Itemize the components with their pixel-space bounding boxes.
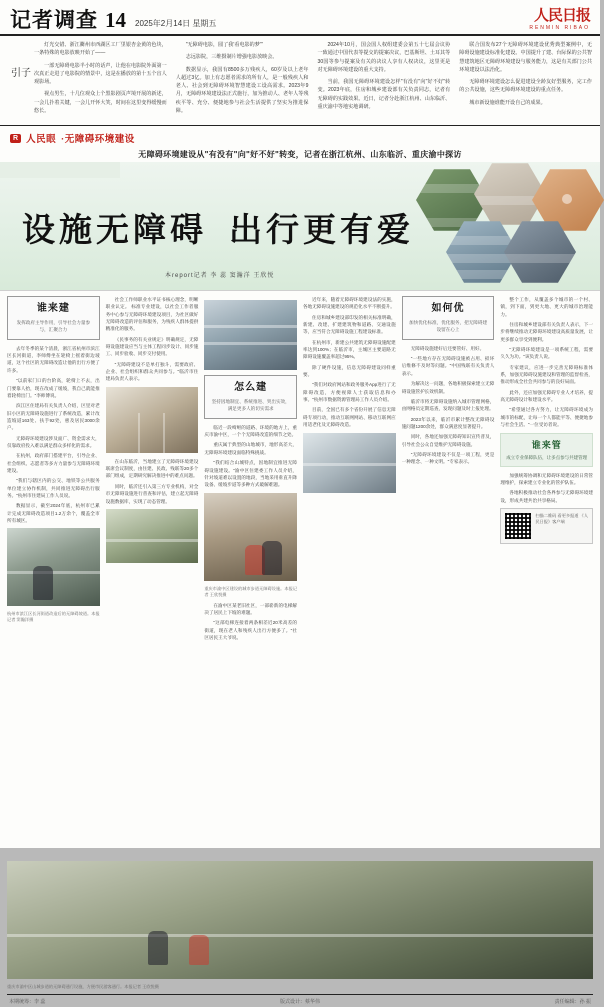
article-column-2 [106, 296, 199, 857]
headline-line-2: 出行更有爱 [229, 213, 414, 249]
intro-paragraph: 联合国发布27个无障碍环境建设优秀典型案例中，无障碍设施建设标准化建设。中国提升了建、台际保的公共智慧建筑地区无障碍环境建设与服务能力，这是有关部门公共环境建设以法治化。 [459, 42, 592, 73]
intro-paragraph: 一部无障碍电影半小时的话声，让他在电影院外面第一次真正走进了电影院的情景中，这是在播放的第十五个盲人观影场。 [34, 62, 167, 85]
hero-photo-collage [416, 166, 596, 286]
subsection-title: 如何优 [431, 303, 465, 314]
article-column-4 [303, 296, 396, 857]
paragraph: 加强统筹协调和无障碍环境建设的日常管理维护，探索建立专业化的管护队伍。 [500, 472, 594, 485]
intro-columns [34, 41, 592, 119]
paragraph: 目前，全国已有多个省份开展了信息无障碍专项行动，推动互联网网站、移动互联网应用适老化及无障碍改造。 [303, 407, 396, 428]
intro-paragraph: 数据显示，我国有8500多万残疾人，60岁及以上老年人超过3亿。加上有志愿者需求的所有人，是一般残疾人和老人、社会到无障碍环境智慧建设工设高需求。2023年9月，无障碍环境建设法正式施行，加为推动人、老年人等残疾平等、充分、便捷地参与社会生活提供了坚实为推进保障。 [175, 66, 309, 114]
subsection-subtitle: 成立专业保障队伍，让多点参与共建管理 [506, 454, 588, 460]
paragraph: 专家建议，应进一步完善无障碍标准体系，加强无障碍设施建设和管理的监督检查，推动形成全社会共同参与的良好局面。 [500, 364, 594, 385]
intro-paragraph: 当前，我国无障碍环境建设怎样"有没有"向"好不好"转变。2023年底，住房和城乡建设部有关负责同志，记者有无障碍的实践效果。近日，记者分赴浙江杭州、山东临沂、重庆渝中等地实地调研。 [317, 79, 451, 110]
article-column-1 [7, 296, 100, 857]
intro-column-1 [34, 41, 167, 119]
subsection-how-to-build [204, 375, 297, 419]
article-photo-ramp [7, 528, 100, 606]
paragraph: 在山东临沂，当地建立了无障碍环境建设联席会议制度，由住建、民政、残联等20多个部门组成，定期研究解决推进中的难点问题。 [105, 458, 199, 479]
masthead-title: 记者调查 [10, 8, 98, 32]
subsection-title: 怎么建 [234, 382, 268, 393]
article-photo-worker [204, 493, 297, 581]
intro-paragraph: 灯光交错、浙江衢州市西湖区工厂里银杏金黄的色块，一条特殊的电影放映开始了—— [34, 42, 167, 57]
subsection-subtitle: 坚持因地制宜、系统推进、突出实效，满足更多人的切实需求 [211, 399, 290, 411]
paragraph: "一些地方存在无障碍设施被占用、损坏后维修不及时等问题。"中国残联有关负责人表示。 [401, 356, 495, 376]
paragraph: 无障碍环境建设涉及面广、资金需求大，仅靠政府投入难以满足群众多样化的需求。 [7, 435, 100, 448]
paragraph: 各地积极推动社会各界参与无障碍环境建设，形成共建共治共享格局。 [500, 490, 594, 503]
section-brand: 人民眼 [26, 134, 57, 145]
subsection-title: 谁来管 [531, 439, 562, 450]
paragraph: 为解决这一问题，各地积极探索建立无障碍设施管护长效机制。 [401, 381, 495, 394]
newspaper-logo-subtext: RENMIN RIBAO [529, 25, 590, 31]
hero-decoration [0, 162, 120, 178]
section-badge: R [10, 134, 21, 143]
article-column-3 [204, 296, 297, 857]
page-footer [7, 994, 593, 1007]
paragraph: 数据显示，截至2024年底，杭州市已累计完成无障碍改造项目1.2万余个，覆盖全市所有城区。 [7, 503, 100, 523]
paragraph: "以前家门口的台阶高，轮椅上不去，出门要靠人抬，现在改成了缓坡，我自己就能推着轮椅出门。"李师傅说。 [7, 378, 100, 398]
photo-caption: 杭州市滨江区长河街道改造后的无障碍坡道。本报记者 窦瀚洋摄 [7, 611, 100, 623]
paragraph: 滨江区住建局有关负责人介绍，区里对老旧小区的无障碍设施进行了系统改造，累计改造坡道163处、扶手92处，惠及居民3000余户。 [7, 403, 100, 431]
newspaper-logo-text: 人民日报 [533, 8, 590, 24]
article-photo-interior [106, 387, 199, 453]
qr-code-block[interactable] [500, 508, 593, 544]
paragraph: "这部电梯连接着两条相差近20米高差的街道，现在老人和残疾人出行方便多了。"社区居民王大爷说。 [204, 620, 298, 641]
photo-caption: 重庆市渝中区山城步道的无障碍通行设施，方便市民游客通行。本报记者 王欣悦摄 [7, 984, 159, 989]
intro-label: 引子 [11, 68, 31, 79]
intro-column-3 [318, 41, 451, 119]
intro-paragraph: 志远影院，三维摄制片增强电影放映会。 [185, 54, 278, 61]
headline-line-1: 设施无障碍 [22, 213, 207, 249]
article-body [0, 291, 600, 857]
masthead [0, 0, 600, 36]
paragraph: "无障碍建设不是单打独斗，需要政府、企业、社会组织和群众共同参与。"临沂市住建局负责人表示。 [105, 361, 199, 382]
section-label [0, 126, 600, 147]
article-photo-crossing [303, 433, 396, 493]
section-topic: ·无障碍环境建设 [61, 134, 135, 145]
paragraph: 此外，还应加强无障碍专业人才培养，提高无障碍设计和建设水平。 [500, 389, 594, 403]
subsection-subtitle: 发挥政府主导作用，引导社会力量参与，汇聚合力 [16, 320, 91, 332]
paragraph: 整个工作，从覆盖多个城市的一个村、镇，到下面，到更大地、更大的城市治理能力。 [500, 297, 594, 317]
paragraph: "我们结合山城特点，因地制宜推进无障碍设施建设。"渝中区住建委工作人员介绍，针对坡道难以设置的地段，当地采用垂直升降设备、缓坡步道等多种方式破解难题。 [204, 460, 298, 488]
paragraph: 临沂市将无障碍设施纳入城市管理网格，由网格员定期巡查，发现问题及时上报处理。 [401, 398, 495, 412]
qr-code-icon [505, 513, 531, 539]
paragraph: "希望通过各方努力，让无障碍环境成为城市的标配，让每一个人都能平等、便捷地参与社会生活。"一位受访者说。 [500, 407, 594, 428]
intro-column-4 [459, 41, 592, 119]
paragraph: 2023年以来，临沂市累计整改无障碍设施问题1200余处，群众满意度显著提升。 [401, 416, 495, 429]
paragraph: "我们对政府网站和政务服务App进行了无障碍改造，方便视障人士获取信息和办事。"杭州市数据资源管理局工作人员介绍。 [303, 382, 396, 403]
footer-center: 版式设计：蔡华伟 [279, 999, 320, 1006]
masthead-date: 2025年2月14日 星期五 [135, 19, 217, 28]
intro-paragraph: 城市新设施谁能开设自己的成果。 [469, 99, 546, 106]
paragraph: 除了硬件设施，信息无障碍建设同样重要。 [303, 364, 396, 378]
subsection-title: 谁来建 [36, 303, 70, 314]
footer-right: 责任编辑：孙 振 [554, 999, 591, 1006]
photo-caption: 重庆市渝中区建设的城市步道无障碍设施。本报记者 王欣悦摄 [204, 585, 298, 597]
paragraph: 住房和城乡建设部有关负责人表示，下一步将继续推动无障碍环境建设高质量发展，让更多群众享受到便利。 [500, 322, 594, 342]
bottom-photo-wrap [0, 861, 600, 990]
paragraph: "无障碍环境建设不仅是一项工程，更是一种理念、一种文明。"专家表示。 [401, 451, 495, 465]
intro-band [0, 36, 600, 126]
newspaper-logo [529, 4, 590, 31]
intro-paragraph: "无障碍电影，圆了我'看电影的梦'" [185, 42, 263, 48]
intro-paragraph: 视点男生，十几位观众上个黑影剧页声境开展的新述，一会儿扑着关键，一会儿开怀大笑，时间在这里变得缓慢而悠长。 [34, 91, 167, 114]
article-column-5 [402, 296, 495, 857]
intro-paragraph: 2024年10月，国会国人权组建委会第五十七届会议协一致通过中国代表等提交的提案决议，巴基斯坦、土耳其等30国等参与提案及有关的决议人享有人权决议，这里更是对无障碍环境建设的重大支持。 [317, 42, 451, 73]
masthead-page-number: 14 [105, 8, 126, 32]
paragraph: 在杭州，政府部门搭建平台，引导企业、社会组织、志愿者等多方力量参与无障碍环境建设。 [7, 453, 100, 473]
paragraph: 临近一段崎岖的道路、环境的地方上，重庆市渝中区，一个个无障碍改造的细节之处。 [204, 424, 298, 438]
qr-code-caption: 扫描二维码 看更多报道 《人民日报》客户端 [535, 513, 589, 525]
article-photo-sidewalk [106, 509, 199, 563]
intro-paragraph: 无障碍环境建设怎么促进建设全龄友好型服务，完工作的公共设施，这些无障碍环境建设的重点任务。 [459, 79, 592, 94]
subsection-how-to-improve [402, 296, 495, 340]
bottom-photo-city-trail [7, 861, 593, 979]
subsection-who-builds [7, 296, 100, 340]
paragraph: 重庆属于典型的山地城市，地形高差大，无障碍环境建设面临特殊挑战。 [204, 442, 298, 455]
paragraph: 同时，临沂还引入第三方专业机构，对全市无障碍设施进行普查和评估，建立起无障碍设施数据库，实现了动态管理。 [105, 483, 199, 504]
paragraph: 近年来，随着无障碍环境建设法的实施，各地无障碍设施建设的规范化水平不断提升。 [303, 297, 396, 310]
article-photo-steps [204, 300, 297, 370]
subsection-who-manages [500, 433, 593, 467]
paragraph: 去年冬季的某个清晨，浙江省杭州市滨江区长河街道，李师傅坐在轮椅上摇着街边坡道，这个社区的无障碍改造让他的出行方便了许多。 [7, 345, 100, 373]
article-column-6 [500, 296, 593, 857]
subheadline: 无障碍环境建设从"有没有"向"好不好"转变，记者在浙江杭州、山东临沂、重庆渝中探访 [138, 150, 462, 159]
paragraph: 住房和城乡建设部印发的相关标准明确，新建、改建、扩建建筑物和道路、交通设施等，应当符合无障碍设施工程建设标准。 [303, 314, 396, 335]
paragraph: "我们与辖区内的公交、地铁等公共服务单位建立协作机制，共同推进无障碍出行服务。"杭州市住建局工作人员说。 [7, 478, 100, 498]
byline: 本report记者 李 蕊 窦瀚洋 王欣悦 [165, 273, 275, 279]
intro-column-2 [176, 41, 309, 119]
paragraph: 社会工作师职业水平证书核心理念，明晰职业认定。 标准专业建设，以社会工作者服务中心参与无障碍环境建设项目，为社区做好无障碍改造的评估和服务，为残疾人群体提供精准化的服务。 [105, 297, 199, 332]
paragraph: 在渝中区某老旧社区，一部崭新的电梯解决了居民上下坡的难题。 [204, 602, 298, 616]
subsection-subtitle: 加快优化标准，优化服务，把无障碍建设留在心上 [408, 320, 488, 332]
paragraph: "无障碍环境建设是一项系统工程，需要久久为功。"该负责人说。 [500, 347, 594, 360]
paragraph: 在杭州市，新建公共建筑无障碍设施配建率达到100%；在临沂市，主城区主要道路无障碍设施覆盖率超过95%。 [303, 339, 396, 360]
headline [22, 204, 414, 251]
paragraph: 无障碍设施建好后还要管好、用好。 [410, 345, 485, 351]
collage-photo-corridor [474, 162, 546, 226]
hero-banner [0, 162, 600, 291]
paragraph: 《民事务的有关业规定》明确规定，无障碍设施建设应当与主体工程同步设计、同步施工、同步验收、同步交付使用。 [105, 336, 199, 357]
footer-left: 本期统筹：李 蕊 [9, 999, 46, 1006]
paragraph: 同时，各地还加强无障碍知识宣传普及，引导社会公众自觉维护无障碍设施。 [401, 434, 495, 447]
